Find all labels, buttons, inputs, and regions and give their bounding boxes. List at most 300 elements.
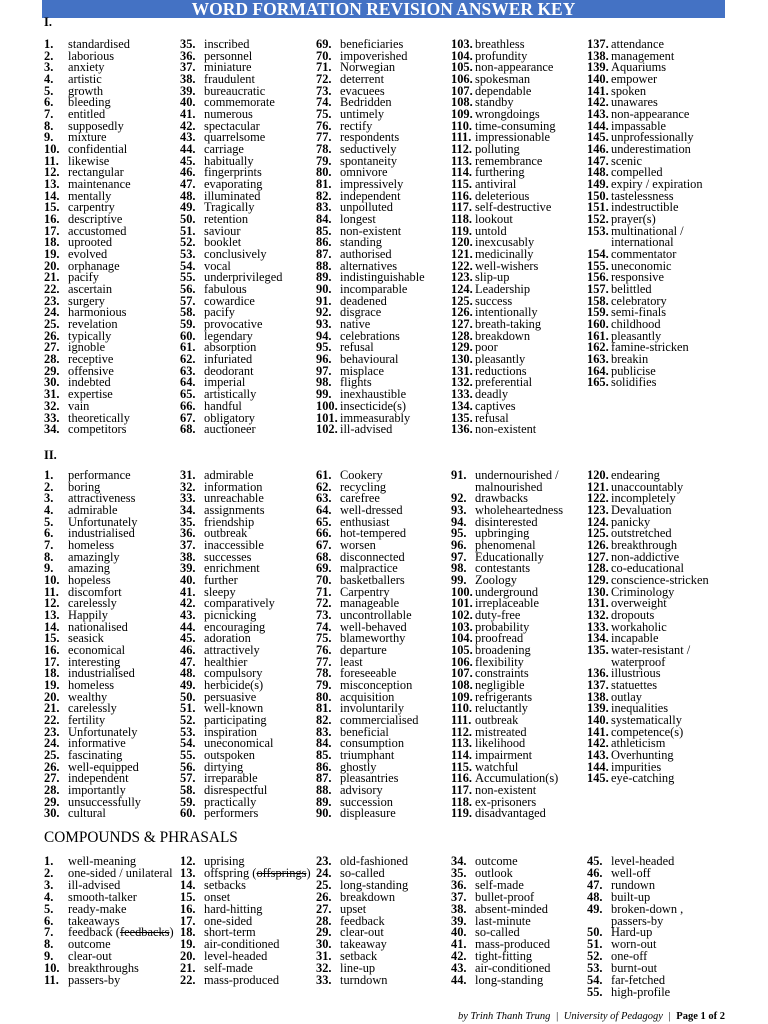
answer-number: 29. xyxy=(316,925,332,940)
answer-number: 84. xyxy=(316,736,332,751)
answer-text: high-profile xyxy=(611,984,671,999)
answer-text: interesting xyxy=(68,654,121,669)
answer-text: clear-out xyxy=(340,925,384,940)
answer-number: 54. xyxy=(180,258,196,273)
answer-number: 56. xyxy=(180,759,196,774)
answer-text: breathless xyxy=(475,37,525,51)
page-title: WORD FORMATION REVISION ANSWER KEY xyxy=(191,0,576,19)
answer-number: 148. xyxy=(587,165,609,180)
answer-text: preferential xyxy=(475,375,533,390)
answer-number: 117. xyxy=(451,783,472,798)
answer-number: 74. xyxy=(316,95,332,110)
answer-text: commemorate xyxy=(204,95,275,110)
answer-number: 77. xyxy=(316,130,332,145)
answer-text: amazing xyxy=(68,561,110,576)
answer-text: refrigerants xyxy=(475,689,533,704)
section-ii-answers xyxy=(0,470,768,825)
answer-number: 39. xyxy=(451,913,467,928)
answer-number: 17. xyxy=(44,223,60,238)
answer-text: disadvantaged xyxy=(475,806,546,821)
answer-text: quarrelsome xyxy=(204,130,266,145)
answer-number: 7. xyxy=(44,538,54,553)
answer-text: retention xyxy=(204,212,249,227)
answer-text: intentionally xyxy=(475,305,538,320)
answer-text: personnel xyxy=(204,48,253,63)
answer-column xyxy=(316,39,425,436)
answer-text: succession xyxy=(340,794,393,809)
answer-text: Carpentry xyxy=(340,584,390,599)
answer-text: non-appearance xyxy=(475,60,554,75)
answer-text: reluctantly xyxy=(475,701,528,716)
answer-number: 26. xyxy=(44,759,60,774)
answer-number: 80. xyxy=(316,689,332,704)
answer-text: admirable xyxy=(204,468,254,482)
answer-number: 96. xyxy=(451,538,467,553)
answer-number: 107. xyxy=(451,666,473,681)
answer-number: 130. xyxy=(451,352,473,367)
answer-text: air-conditioned xyxy=(204,937,280,952)
answer-number: 95. xyxy=(316,340,332,355)
answer-text: conscience-stricken xyxy=(611,573,709,588)
answer-number: 50. xyxy=(587,925,603,940)
answer-number: 87. xyxy=(316,771,332,786)
answer-number: 86. xyxy=(316,759,332,774)
answer-text: inequalities xyxy=(611,701,669,716)
answer-text: surgery xyxy=(68,293,105,308)
answer-text: well-behaved xyxy=(340,619,407,634)
answer-column xyxy=(587,39,703,389)
answer-text: success xyxy=(475,293,513,308)
answer-text: evaporating xyxy=(204,177,263,192)
answer-text: statuettes xyxy=(611,678,658,693)
answer-number: 103. xyxy=(451,619,473,634)
answer-text: dropouts xyxy=(611,608,655,623)
answer-text: one-sided xyxy=(204,913,253,928)
answer-text: Zoology xyxy=(475,573,517,588)
answer-text: likewise xyxy=(68,153,110,168)
answer-number: 37. xyxy=(180,538,196,553)
answer-number: 85. xyxy=(316,223,332,238)
answer-number: 61. xyxy=(316,468,332,482)
answer-number: 59. xyxy=(180,317,196,332)
answer-text: impoverished xyxy=(340,48,408,63)
answer-number: 35. xyxy=(451,865,467,880)
answer-number: 100. xyxy=(451,584,473,599)
answer-text: one-off xyxy=(611,949,648,964)
answer-number: 69. xyxy=(316,37,332,51)
answer-text: impressionable xyxy=(475,130,551,145)
answer-number: 152. xyxy=(587,212,609,227)
answer-text: discomfort xyxy=(68,584,122,599)
answer-text: undernourished / malnourished xyxy=(475,468,559,494)
answer-number: 43. xyxy=(180,130,196,145)
answer-item xyxy=(44,808,141,820)
answer-text: Devaluation xyxy=(611,503,672,518)
answer-number: 122. xyxy=(587,491,609,506)
answer-number: 47. xyxy=(587,877,603,892)
answer-number: 142. xyxy=(587,95,609,110)
answer-text: irreparable xyxy=(204,771,258,786)
answer-text: fertility xyxy=(68,713,106,728)
answer-text: picnicking xyxy=(204,608,257,623)
answer-number: 56. xyxy=(180,282,196,297)
answer-text: persuasive xyxy=(204,689,257,704)
answer-number: 22. xyxy=(180,973,196,988)
answer-number: 156. xyxy=(587,270,609,285)
answer-number: 33. xyxy=(316,973,332,988)
answer-number: 45. xyxy=(180,631,196,646)
answer-text: assignments xyxy=(204,503,265,518)
answer-number: 51. xyxy=(180,701,196,716)
answer-item xyxy=(316,975,408,987)
answer-number: 62. xyxy=(316,479,332,494)
answer-item xyxy=(587,773,709,785)
answer-number: 92. xyxy=(316,305,332,320)
answer-text: self-made xyxy=(204,961,253,976)
answer-text: ill-advised xyxy=(68,877,121,892)
answer-number: 92. xyxy=(451,491,467,506)
answer-item xyxy=(587,645,709,668)
answer-text: incomparable xyxy=(340,282,408,297)
answer-text: well-off xyxy=(611,865,651,880)
answer-text: cultural xyxy=(68,806,106,821)
answer-number: 11. xyxy=(44,973,59,988)
answer-number: 57. xyxy=(180,771,196,786)
answer-text: line-up xyxy=(340,961,376,976)
answer-number: 155. xyxy=(587,258,609,273)
answer-number: 31. xyxy=(316,949,332,964)
answer-number: 41. xyxy=(451,937,467,952)
answer-number: 58. xyxy=(180,783,196,798)
answer-text: immeasurably xyxy=(340,410,411,425)
answer-text: standardised xyxy=(68,37,130,51)
answer-text: manageable xyxy=(340,596,400,611)
answer-text: captives xyxy=(475,398,516,413)
answer-item xyxy=(180,877,311,892)
answer-text: takeaway xyxy=(340,937,387,952)
answer-text: likelihood xyxy=(475,736,526,751)
answer-number: 75. xyxy=(316,631,332,646)
answer-text: watchful xyxy=(475,759,519,774)
answer-number: 47. xyxy=(180,654,196,669)
answer-number: 12. xyxy=(44,165,60,180)
answer-text: wrongdoings xyxy=(475,107,540,122)
answer-number: 34. xyxy=(44,422,60,437)
answer-number: 24. xyxy=(44,305,60,320)
answer-text: probability xyxy=(475,619,530,634)
answer-text: fingerprints xyxy=(204,165,262,180)
answer-number: 32. xyxy=(180,479,196,494)
answer-number: 36. xyxy=(451,877,467,892)
answer-number: 76. xyxy=(316,643,332,658)
page-footer xyxy=(458,1010,725,1024)
answer-text: evolved xyxy=(68,247,108,262)
answer-number: 41. xyxy=(180,107,196,122)
answer-number: 70. xyxy=(316,573,332,588)
answer-text: level-headed xyxy=(611,854,675,868)
answer-number: 123. xyxy=(587,503,609,518)
answer-text: last-minute xyxy=(475,913,531,928)
answer-number: 127. xyxy=(587,549,609,564)
answer-number: 22. xyxy=(44,713,60,728)
answer-number: 44. xyxy=(451,973,467,988)
answer-number: 34. xyxy=(180,503,196,518)
answer-text: pacify xyxy=(68,270,99,285)
answer-text: information xyxy=(204,479,263,494)
answer-text: practically xyxy=(204,794,257,809)
answer-text: impressively xyxy=(340,177,404,192)
answer-text: amazingly xyxy=(68,549,120,564)
answer-text: solidifies xyxy=(611,375,657,390)
answer-number: 85. xyxy=(316,748,332,763)
answer-text: unprofessionally xyxy=(611,130,694,145)
answer-text: theoretically xyxy=(68,410,130,425)
answer-number: 100. xyxy=(316,398,338,413)
answer-text: Tragically xyxy=(204,200,255,215)
answer-text: attractiveness xyxy=(68,491,136,506)
answer-text: vocal xyxy=(204,258,231,273)
answer-text: spectacular xyxy=(204,118,260,133)
answer-text: inexcusably xyxy=(475,235,535,250)
answer-number: 51. xyxy=(180,223,196,238)
answer-number: 128. xyxy=(587,561,609,576)
answer-number: 104. xyxy=(451,48,473,63)
answer-number: 134. xyxy=(587,631,609,646)
answer-number: 54. xyxy=(180,736,196,751)
answer-text: multinational / international xyxy=(611,223,684,250)
answer-text: hot-tempered xyxy=(340,526,407,541)
answer-text: athleticism xyxy=(611,736,666,751)
answer-text: long-standing xyxy=(340,877,409,892)
answer-number: 115. xyxy=(451,177,472,192)
answer-number: 118. xyxy=(451,794,472,809)
answer-item xyxy=(451,975,550,987)
answer-text: underprivileged xyxy=(204,270,283,285)
answer-text: advisory xyxy=(340,783,383,798)
answer-text: supposedly xyxy=(68,118,124,133)
answer-text: well-known xyxy=(204,701,264,716)
answer-text: indebted xyxy=(68,375,111,390)
answer-text: panicky xyxy=(611,514,651,529)
answer-number: 132. xyxy=(451,375,473,390)
answer-text: informative xyxy=(68,736,126,751)
answer-text: industrialised xyxy=(68,526,135,541)
answer-text: beneficiaries xyxy=(340,37,404,51)
answer-number: 78. xyxy=(316,666,332,681)
answer-text: disrespectful xyxy=(204,783,268,798)
answer-text: offensive xyxy=(68,363,114,378)
answer-text: air-conditioned xyxy=(475,961,551,976)
answer-text: attendance xyxy=(611,37,664,51)
answer-number: 112. xyxy=(451,142,472,157)
answer-text: Hard-up xyxy=(611,925,653,940)
answer-number: 30. xyxy=(316,937,332,952)
answer-text: malpractice xyxy=(340,561,398,576)
footer-separator: | xyxy=(668,1011,671,1022)
answer-text: standby xyxy=(475,95,514,110)
answer-text: prayer(s) xyxy=(611,212,656,227)
answer-number: 36. xyxy=(180,526,196,541)
answer-number: 25. xyxy=(316,877,332,892)
answer-text: absent-minded xyxy=(475,901,548,916)
answer-number: 25. xyxy=(44,748,60,763)
answer-text: wealthy xyxy=(68,689,108,704)
answer-text: omnivore xyxy=(340,165,388,180)
answer-text: Overhunting xyxy=(611,748,674,763)
answer-number: 66. xyxy=(316,526,332,541)
answer-number: 1. xyxy=(44,37,54,51)
answer-number: 139. xyxy=(587,701,609,716)
answer-text: publicise xyxy=(611,363,656,378)
answer-number: 28. xyxy=(44,352,60,367)
answer-number: 139. xyxy=(587,60,609,75)
answer-number: 110. xyxy=(451,118,472,133)
answer-number: 136. xyxy=(587,666,609,681)
answer-number: 7. xyxy=(44,107,54,122)
answer-text: flights xyxy=(340,375,372,390)
answer-number: 130. xyxy=(587,584,609,599)
answer-text: uncontrollable xyxy=(340,608,412,623)
answer-text: orphanage xyxy=(68,258,120,273)
answer-number: 106. xyxy=(451,72,473,87)
answer-text: well-meaning xyxy=(68,854,137,868)
answer-number: 17. xyxy=(44,654,60,669)
answer-text: mentally xyxy=(68,188,112,203)
answer-number: 40. xyxy=(180,95,196,110)
answer-text: acquisition xyxy=(340,689,395,704)
answer-text: profundity xyxy=(475,48,528,63)
answer-number: 46. xyxy=(180,165,196,180)
answer-number: 45. xyxy=(587,854,603,868)
answer-column xyxy=(180,39,282,436)
answer-text: short-term xyxy=(204,925,256,940)
answer-text: far-fetched xyxy=(611,973,666,988)
answer-text: ghostly xyxy=(340,759,377,774)
answer-column xyxy=(316,856,408,987)
answer-number: 60. xyxy=(180,328,196,343)
answer-number: 11. xyxy=(44,584,59,599)
answer-text: rundown xyxy=(611,877,656,892)
answer-text: proofread xyxy=(475,631,524,646)
answer-item xyxy=(587,984,683,999)
answer-text: constraints xyxy=(475,666,529,681)
answer-number: 125. xyxy=(451,293,473,308)
answer-number: 69. xyxy=(316,561,332,576)
answer-text: alternatives xyxy=(340,258,398,273)
answer-text: ignoble xyxy=(68,340,106,355)
answer-number: 90. xyxy=(316,282,332,297)
answer-text: wholeheartedness xyxy=(475,503,564,518)
answer-number: 48. xyxy=(587,889,603,904)
compounds-answers xyxy=(0,856,768,1004)
answer-number: 91. xyxy=(451,468,467,482)
answer-number: 21. xyxy=(180,961,196,976)
answer-number: 27. xyxy=(44,771,60,786)
answer-number: 83. xyxy=(316,724,332,739)
answer-number: 78. xyxy=(316,142,332,157)
answer-number: 13. xyxy=(44,608,60,623)
answer-text: further xyxy=(204,573,238,588)
answer-number: 124. xyxy=(451,282,473,297)
answer-number: 67. xyxy=(316,538,332,553)
answer-number: 19. xyxy=(44,678,60,693)
answer-number: 30. xyxy=(44,375,60,390)
answer-number: 162. xyxy=(587,340,609,355)
answer-number: 16. xyxy=(44,643,60,658)
answer-number: 146. xyxy=(587,142,609,157)
answer-column xyxy=(44,856,174,987)
answer-number: 157. xyxy=(587,282,609,297)
answer-number: 3. xyxy=(44,877,54,892)
answer-column xyxy=(44,470,141,820)
answer-text: non-existent xyxy=(475,422,537,437)
answer-number: 99. xyxy=(316,387,332,402)
answer-number: 145. xyxy=(587,771,609,786)
answer-text: uprising xyxy=(204,854,245,868)
answer-text: Aquariums xyxy=(611,60,667,75)
answer-text: infuriated xyxy=(204,352,253,367)
answer-number: 10. xyxy=(44,142,60,157)
answer-number: 32. xyxy=(44,398,60,413)
footer-institution: University of Pedagogy xyxy=(563,1011,663,1022)
answer-number: 64. xyxy=(180,375,196,390)
answer-text: deleterious xyxy=(475,188,530,203)
answer-number: 106. xyxy=(451,654,473,669)
answer-text: flexibility xyxy=(475,654,524,669)
answer-text: dirtying xyxy=(204,759,244,774)
answer-number: 45. xyxy=(180,153,196,168)
answer-number: 3. xyxy=(44,60,54,75)
answer-number: 83. xyxy=(316,200,332,215)
answer-text: level-headed xyxy=(204,949,268,964)
answer-number: 135. xyxy=(587,643,609,658)
answer-text: seductively xyxy=(340,142,397,157)
answer-number: 133. xyxy=(587,619,609,634)
answer-text: duty-free xyxy=(475,608,521,623)
answer-text: endearing xyxy=(611,468,660,482)
answer-text: self-destructive xyxy=(475,200,552,215)
answer-number: 97. xyxy=(451,549,467,564)
answer-number: 95. xyxy=(451,526,467,541)
answer-number: 81. xyxy=(316,701,332,716)
answer-number: 1. xyxy=(44,468,54,482)
answer-text: outcome xyxy=(475,854,518,868)
answer-number: 115. xyxy=(451,759,472,774)
answer-text: breakdown xyxy=(475,328,531,343)
answer-number: 26. xyxy=(44,328,60,343)
answer-number: 116. xyxy=(451,188,472,203)
answer-text: illustrious xyxy=(611,666,661,681)
answer-number: 137. xyxy=(587,37,609,51)
answer-text: growth xyxy=(68,83,104,98)
answer-text: provocative xyxy=(204,317,263,332)
answer-number: 147. xyxy=(587,153,609,168)
answer-number: 110. xyxy=(451,701,472,716)
answer-number: 142. xyxy=(587,736,609,751)
answer-number: 2. xyxy=(44,865,54,880)
answer-text: compelled xyxy=(611,165,663,180)
answer-text: displeasure xyxy=(340,806,396,821)
answer-text: feedback xyxy=(340,913,385,928)
answer-text-part: ) xyxy=(306,865,311,880)
answer-text: commercialised xyxy=(340,713,419,728)
answer-number: 112. xyxy=(451,724,472,739)
answer-text: poor xyxy=(475,340,498,355)
answer-column xyxy=(451,856,550,987)
answer-number: 76. xyxy=(316,118,332,133)
answer-number: 124. xyxy=(587,514,609,529)
answer-item xyxy=(44,975,174,987)
